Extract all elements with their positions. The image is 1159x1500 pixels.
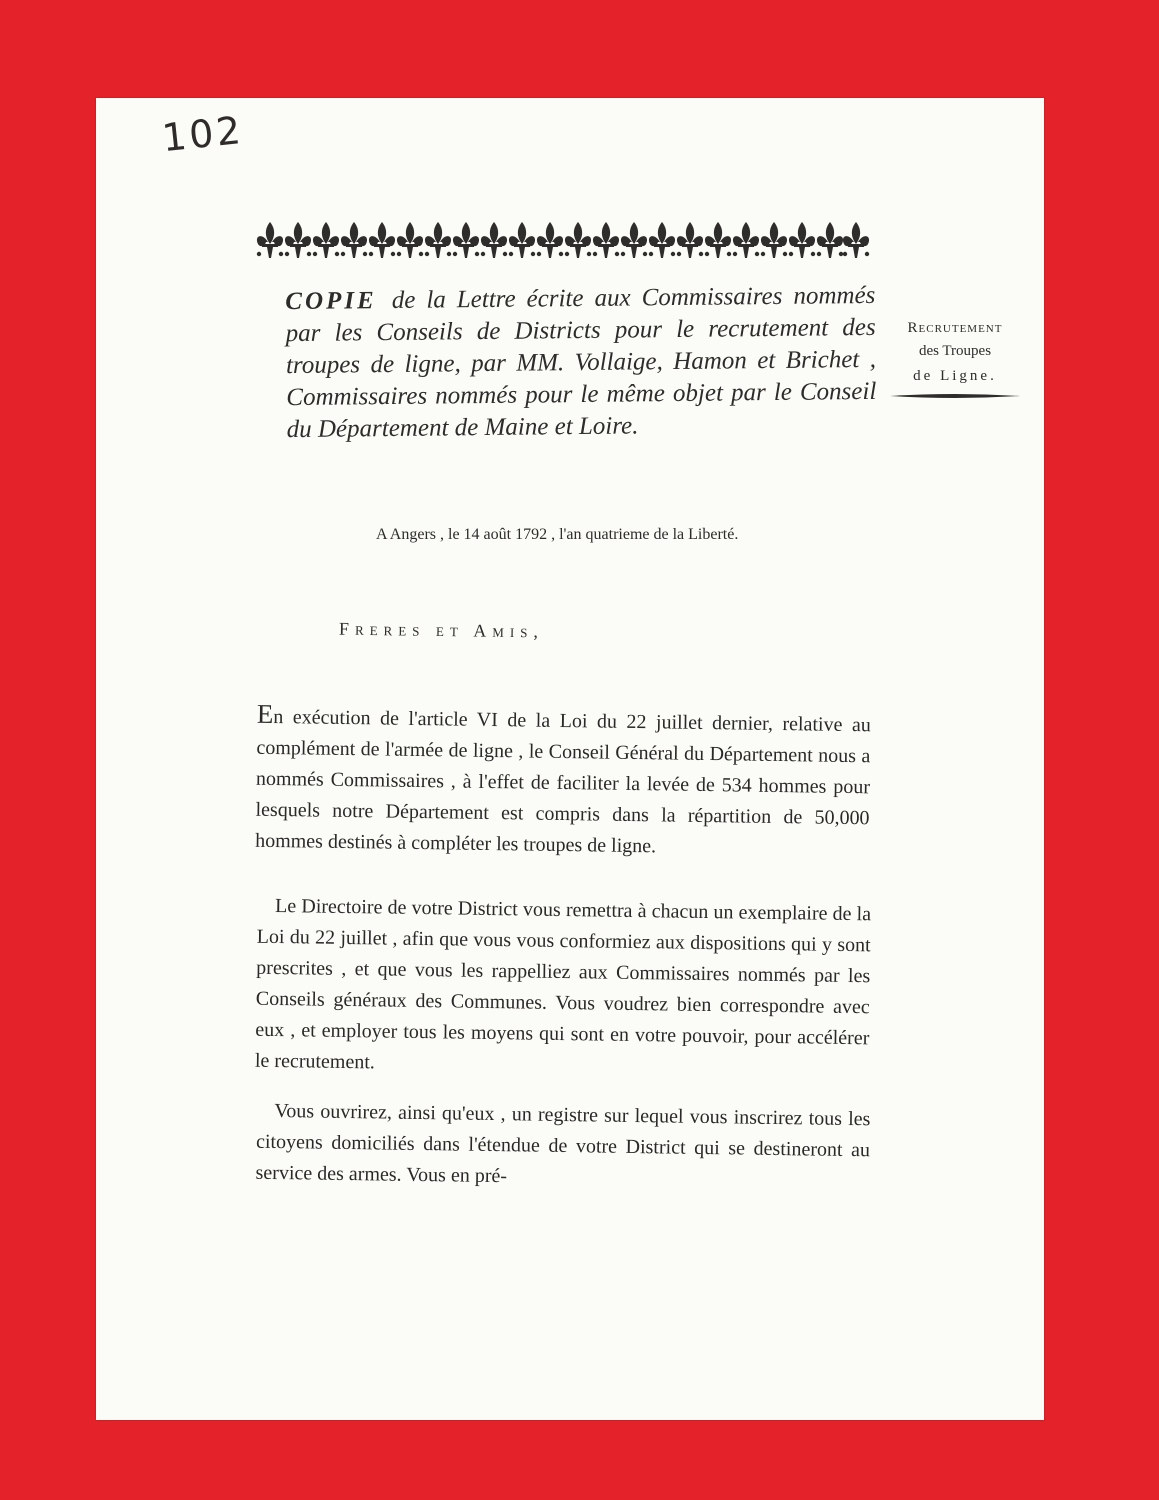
folio-number: 102 — [159, 107, 246, 161]
margin-note-line-2: des Troupes — [918, 343, 992, 359]
heading-text: de la Lettre écrite aux Commissaires nommés par les Conseils de Districts pour le recrutement des troupes de ligne, par MM. Vollaige, Hamon et Brichet , Commissaires nommés pour le même objet par le Conseil du Département de Maine et Loire. — [285, 281, 877, 444]
heading-lead-word: COPIE — [285, 287, 377, 316]
paragraph-1 — [255, 699, 871, 866]
salutation: Freres et Amis, — [338, 618, 545, 642]
paragraph-3: Vous ouvrirez, ainsi qu'eux , un registre sur lequel vous inscrirez tous les citoyens domiciliés dans l'étendue de votre District qui se destineront au service des armes. Vous en pré- — [255, 1099, 871, 1188]
margin-note-line-3: de Ligne. — [913, 368, 997, 384]
document-page — [96, 98, 1044, 1420]
paragraph-2: Le Directoire de votre District vous remettra à chacun un exemplaire de la Loi du 22 juillet , afin que vous vous conformiez aux dispositions qui y sont prescrites , et que vous les rappelliez aux Commissaires nommés par les Conseils généraux des Communes. Vous voudrez bien correspondre avec eux , et employer tous les moyens qui sont en votre pouvoir, pour accélérer le recrutement. — [254, 894, 872, 1074]
letter-heading — [285, 280, 877, 446]
margin-note-line-1: Recrutement — [907, 320, 1003, 336]
place-and-date-line: A Angers , le 14 août 1792 , l'an quatrieme de la Liberté. — [376, 526, 739, 543]
margin-note-rule — [888, 391, 1022, 401]
paragraph-1-initial: E — [256, 698, 274, 729]
margin-note — [888, 320, 1022, 406]
paragraph-1-text: n exécution de l'article VI de la Loi du 22 juillet dernier, relative au complément de l'armée de ligne , le Conseil Général du Département nous a nommés Commissaires , à l'effet de faciliter la levée de 534 hommes pour lesquels notre Département est compris dans la répartition de 50,000 hommes destinés à compléter les troupes de ligne. — [254, 705, 871, 858]
fleuron-ornament-band — [256, 218, 870, 264]
